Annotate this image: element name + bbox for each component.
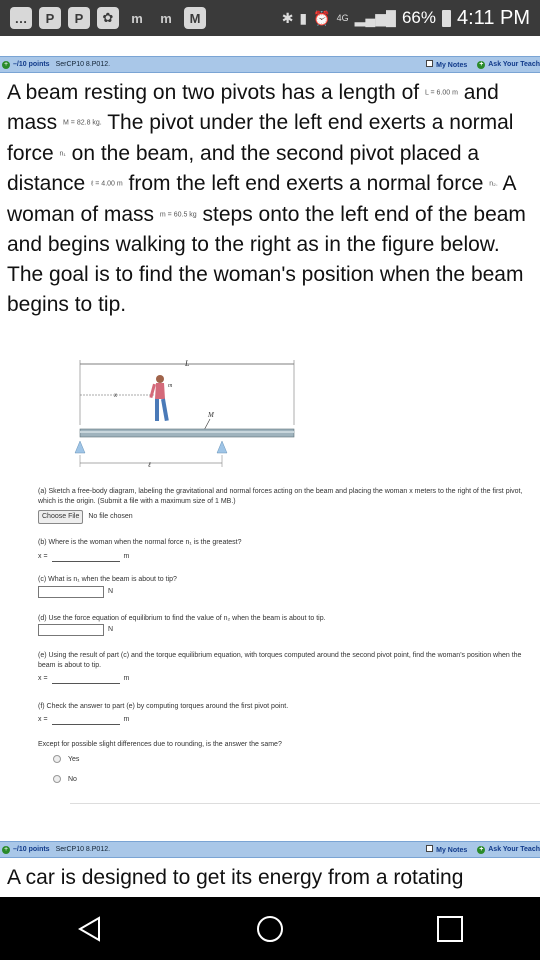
label-no: No: [68, 776, 77, 783]
my-notes-link[interactable]: My Notes: [426, 60, 467, 69]
home-icon[interactable]: [255, 914, 285, 944]
n1-symbol: n₁: [59, 150, 66, 158]
messenger-icon: m: [160, 10, 172, 26]
expand-icon[interactable]: +: [3, 845, 9, 853]
radio-yes[interactable]: [53, 755, 61, 763]
status-bar: [0, 0, 540, 36]
next-question-header: [0, 841, 540, 858]
b-variable: x =: [38, 553, 48, 560]
message-icon: …: [10, 7, 32, 29]
d-answer-input[interactable]: [38, 624, 104, 636]
n2-symbol: n₂.: [489, 180, 498, 188]
pinterest-icon: P: [39, 7, 61, 29]
problem-statement: A beam resting on two pivots has a length of L = 6.00 m and mass M = 82.8 kg. The pivot under the left end exerts a normal force n₁ on the beam, and the second pivot placed a distance ℓ = 4.00 m from the left end exerts a normal force n₂. A woman of mass m = 60.5 kg steps onto the left end of the beam and begins walking to the right as in the figure below. The goal is to find the woman's position when the beam begins to tip.: [7, 81, 526, 317]
messenger-icon: m: [131, 10, 143, 26]
alarm-icon: ⏰: [313, 9, 331, 26]
b-answer-input[interactable]: [52, 554, 120, 562]
label-m: m: [168, 383, 173, 389]
notes-icon: [426, 845, 433, 852]
clock: 4:11 PM: [457, 6, 530, 29]
ask-teacher-link[interactable]: + Ask Your Teach: [479, 845, 540, 853]
my-notes-link[interactable]: My Notes: [426, 845, 467, 854]
points-label: –/10 points: [13, 846, 50, 853]
d-unit: N: [108, 626, 114, 633]
woman-figure: [149, 375, 168, 421]
signal-icon: ▂▄▆█: [354, 9, 396, 26]
e-variable: x =: [38, 675, 48, 682]
bluetooth-icon: ✱: [281, 9, 294, 26]
section-divider: [70, 803, 540, 804]
part-g: Except for possible slight differences due to rounding, is the answer the same?: [38, 741, 282, 748]
android-nav-bar: [0, 897, 540, 960]
left-pivot: [75, 441, 85, 453]
expand-icon[interactable]: +: [3, 60, 9, 68]
beam-figure: [70, 355, 310, 475]
back-icon[interactable]: [75, 914, 105, 944]
vibrate-icon: ▮: [299, 9, 308, 26]
c-unit: N: [108, 588, 114, 595]
label-M: M: [208, 411, 214, 419]
part-f: (f) Check the answer to part (e) by computing torques around the first pivot point. x = m: [38, 703, 289, 723]
notes-icon: [426, 60, 433, 67]
file-status: No file chosen: [88, 513, 133, 520]
choose-file-button[interactable]: Choose File: [38, 510, 83, 524]
e-answer-input[interactable]: [52, 676, 120, 684]
part-a: (a) Sketch a free-body diagram, labeling the gravitational and normal forces acting on the beam and placing the woman x meters to the right of the first pivot, which is the origin. (Submit a file with a maximum size of 1 MB.) Choose File No file chosen: [38, 487, 538, 524]
f-unit: m: [123, 716, 130, 723]
c-answer-input[interactable]: [38, 586, 104, 598]
label-ell: ℓ: [148, 461, 151, 469]
part-d: (d) Use the force equation of equilibrium to find the value of n₂ when the beam is about to tip.: [38, 615, 326, 622]
right-pivot: [217, 441, 227, 453]
photo-icon: ✿: [97, 7, 119, 29]
plus-icon: +: [479, 845, 484, 853]
plus-icon: +: [479, 60, 484, 68]
question-code: SerCP10 8.P012.: [55, 61, 111, 68]
part-e: (e) Using the result of part (c) and the torque equilibrium equation, with torques computed around the second pivot point, find the woman's position when the beam is about to tip. x = m: [38, 652, 522, 682]
network-label: 4G: [336, 13, 349, 23]
battery-percent: 66%: [401, 8, 436, 27]
woman-mass-value: m = 60.5 kg: [159, 211, 197, 219]
f-variable: x =: [38, 716, 48, 723]
part-c: (c) What is n₁ when the beam is about to tip?: [38, 576, 177, 583]
f-answer-input[interactable]: [52, 717, 120, 725]
recents-icon[interactable]: [435, 914, 465, 944]
b-unit: m: [123, 553, 130, 560]
e-unit: m: [123, 675, 130, 682]
label-x: x: [114, 391, 118, 399]
battery-icon: [442, 10, 451, 27]
next-problem-statement: A car is designed to get its energy from a rotating: [7, 866, 464, 889]
radio-no[interactable]: [53, 775, 61, 783]
gmail-icon: M: [184, 7, 206, 29]
distance-value: ℓ = 4.00 m: [91, 180, 123, 188]
ask-teacher-link[interactable]: + Ask Your Teach: [479, 60, 540, 68]
beam-mass-value: M = 82.8 kg.: [63, 119, 102, 127]
label-L: L: [185, 359, 190, 368]
question-header: [0, 56, 540, 73]
pocket-icon: P: [68, 7, 90, 29]
part-b: (b) Where is the woman when the normal force n₁ is the greatest? x = m: [38, 539, 242, 560]
question-code: SerCP10 8.P012.: [55, 846, 111, 853]
notification-icons: [10, 7, 206, 29]
label-yes: Yes: [68, 756, 80, 763]
length-value: L = 6.00 m: [424, 89, 458, 97]
points-label: –/10 points: [13, 61, 50, 68]
